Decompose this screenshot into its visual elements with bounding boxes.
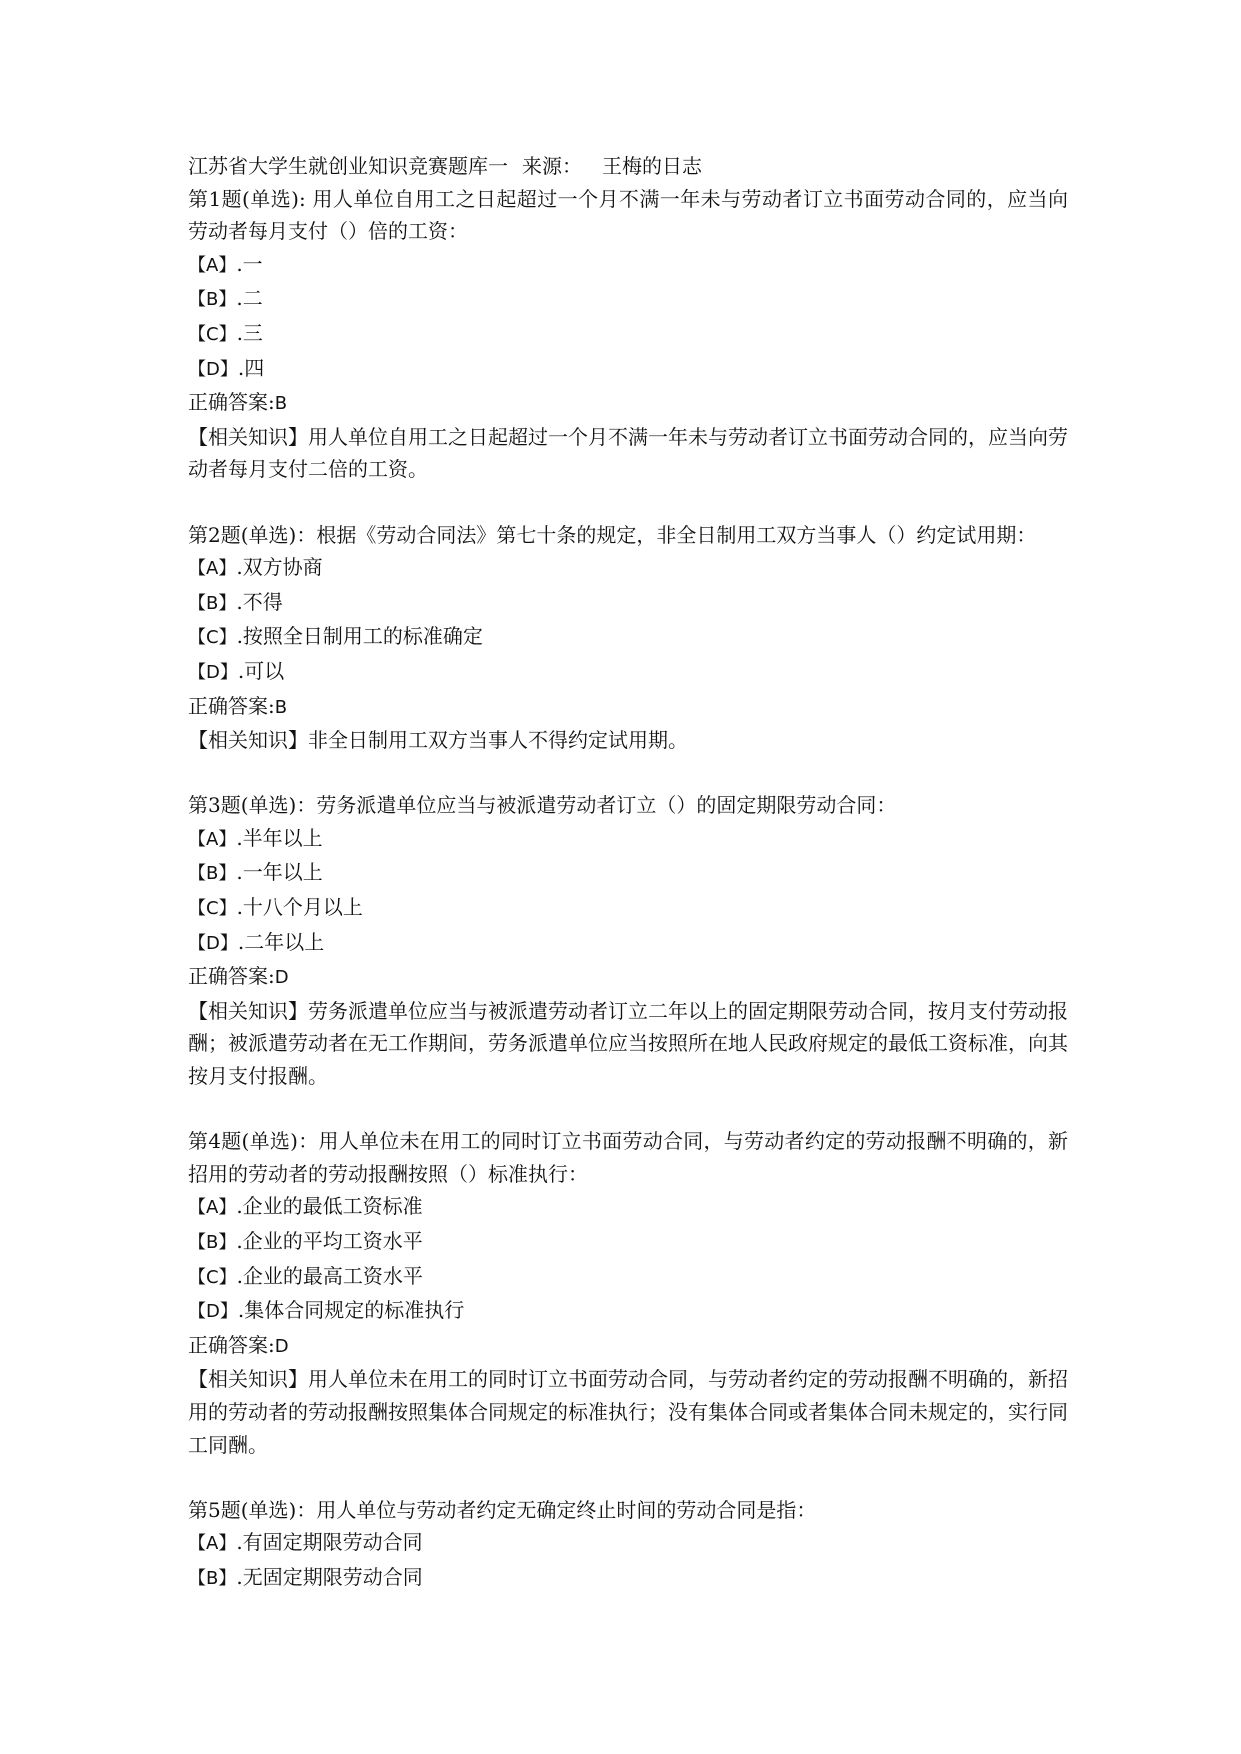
option-key: 【C】: [188, 1266, 237, 1288]
question-number-prefix: 第: [188, 186, 209, 211]
related-knowledge: [188, 421, 1068, 486]
related-knowledge: [188, 724, 1068, 757]
option-text: .企业的最低工资标准: [236, 1194, 423, 1219]
option-text: .一年以上: [236, 860, 323, 885]
option-text: .一: [236, 251, 263, 276]
correct-answer: [188, 1329, 1068, 1364]
question-text: ：用人单位与劳动者约定无确定终止时间的劳动合同是指：: [296, 1497, 817, 1522]
option-key: 【C】: [188, 898, 237, 920]
option-text: .四: [237, 355, 265, 380]
related-knowledge: [188, 995, 1068, 1093]
correct-answer: [188, 386, 1068, 421]
question-1: [188, 183, 1068, 486]
answer-label: 正确答案:: [188, 693, 275, 718]
option-key: 【A】: [188, 254, 237, 276]
knowledge-label: 【相关知识】: [188, 1367, 308, 1392]
answer-value: B: [274, 696, 288, 718]
option-d: [188, 1294, 1068, 1329]
source-value: 王梅的日志: [602, 154, 702, 178]
question-number-prefix: 第: [188, 1497, 208, 1522]
option-key: 【C】: [188, 627, 237, 649]
option-text: .集体合同规定的标准执行: [237, 1298, 465, 1323]
option-a: [188, 822, 1068, 857]
option-d: [188, 352, 1068, 387]
option-key: 【B】: [188, 863, 237, 885]
question-text: ：根据《劳动合同法》第七十条的规定，非全日制用工双方当事人（）约定试用期：: [296, 522, 1037, 547]
question-type: 题(单选): [220, 793, 297, 818]
option-a: [188, 551, 1068, 586]
option-c: [188, 891, 1068, 926]
question-type: 题(单选): [221, 1129, 298, 1154]
option-text: .十八个月以上: [236, 895, 363, 920]
related-knowledge: [188, 1363, 1068, 1461]
question-number-prefix: 第: [188, 522, 208, 547]
question-type: 题(单选): [221, 186, 299, 211]
option-text: .企业的平均工资水平: [236, 1229, 423, 1253]
option-a: [188, 1526, 1068, 1561]
option-b: [188, 1561, 1068, 1596]
answer-label: 正确答案:: [188, 964, 275, 989]
option-c: [188, 317, 1068, 352]
option-key: 【B】: [188, 289, 237, 311]
knowledge-text: 用人单位未在用工的同时订立书面劳动合同，与劳动者约定的劳动报酬不明确的，新招用的劳动者的劳动报酬按照集体合同规定的标准执行；没有集体合同或者集体合同未规定的，实行同工同酬。: [188, 1367, 1068, 1457]
option-a: [188, 248, 1068, 283]
answer-label: 正确答案:: [188, 1332, 275, 1357]
question-5: [188, 1494, 1068, 1596]
option-key: 【D】: [188, 661, 238, 683]
answer-value: D: [274, 967, 289, 989]
correct-answer: [188, 960, 1068, 995]
question-number: 4: [208, 1129, 221, 1154]
document-header: [188, 150, 1068, 183]
option-key: 【B】: [188, 1567, 237, 1589]
option-text: .二年以上: [237, 929, 325, 954]
document-body: [188, 150, 1068, 1596]
question-number: 2: [208, 522, 221, 547]
question-type: 题(单选): [220, 1497, 297, 1522]
option-key: 【A】: [188, 1197, 237, 1219]
answer-label: 正确答案:: [188, 390, 275, 415]
option-a: [188, 1190, 1068, 1225]
question-number-prefix: 第: [188, 793, 208, 818]
knowledge-text: 用人单位自用工之日起超过一个月不满一年未与劳动者订立书面劳动合同的，应当向劳动者每月支付二倍的工资。: [188, 424, 1068, 482]
document-title: 江苏省大学生就创业知识竞赛题库一: [188, 154, 508, 178]
option-c: [188, 1260, 1068, 1295]
knowledge-text: 劳务派遣单位应当与被派遣劳动者订立二年以上的固定期限劳动合同，按月支付劳动报酬；被派遣劳动者在无工作期间，劳务派遣单位应当按照所在地人民政府规定的最低工资标准，向其按月支付报酬。: [188, 998, 1068, 1089]
option-d: [188, 655, 1068, 690]
question-2: [188, 519, 1068, 757]
option-key: 【A】: [188, 1533, 237, 1555]
question-3: [188, 789, 1068, 1092]
option-text: .企业的最高工资水平: [236, 1263, 423, 1288]
option-text: .半年以上: [236, 825, 323, 850]
option-text: .按照全日制用工的标准确定: [236, 624, 483, 649]
option-text: .三: [236, 320, 263, 345]
option-b: [188, 856, 1068, 891]
question-stem: [188, 519, 1068, 552]
option-text: .二: [236, 286, 263, 311]
source-label: 来源：: [522, 154, 582, 178]
answer-value: D: [274, 1335, 289, 1357]
question-stem: [188, 1494, 1068, 1527]
knowledge-label: 【相关知识】: [188, 424, 308, 449]
question-stem: [188, 183, 1068, 248]
question-text: : 用人单位自用工之日起超过一个月不满一年未与劳动者订立书面劳动合同的，应当向劳动者每月支付（）倍的工资：: [188, 186, 1068, 244]
knowledge-label: 【相关知识】: [188, 728, 308, 753]
option-d: [188, 926, 1068, 961]
question-stem: [188, 1125, 1068, 1190]
option-text: .有固定期限劳动合同: [236, 1530, 423, 1555]
question-type: 题(单选): [220, 522, 297, 547]
question-number: 1: [208, 186, 222, 211]
option-text: .双方协商: [236, 555, 323, 580]
option-text: .可以: [237, 658, 285, 683]
option-key: 【A】: [188, 828, 237, 850]
question-stem: [188, 789, 1068, 822]
question-text: ：劳务派遣单位应当与被派遣劳动者订立（）的固定期限劳动合同：: [296, 793, 897, 818]
option-b: [188, 586, 1068, 621]
option-key: 【B】: [188, 1232, 237, 1253]
option-b: [188, 1225, 1068, 1260]
correct-answer: [188, 690, 1068, 725]
option-text: .不得: [236, 589, 283, 614]
option-key: 【B】: [188, 592, 237, 614]
option-key: 【D】: [188, 932, 238, 954]
option-key: 【C】: [188, 323, 237, 345]
option-b: [188, 282, 1068, 317]
option-key: 【D】: [188, 1301, 238, 1323]
answer-value: B: [274, 393, 288, 415]
option-key: 【D】: [188, 358, 238, 380]
question-number: 5: [208, 1497, 221, 1522]
question-number: 3: [208, 793, 221, 818]
question-text: ：用人单位未在用工的同时订立书面劳动合同，与劳动者约定的劳动报酬不明确的，新招用的劳动者的劳动报酬按照（）标准执行：: [188, 1129, 1069, 1186]
question-number-prefix: 第: [188, 1129, 209, 1154]
option-c: [188, 620, 1068, 655]
question-4: [188, 1125, 1068, 1461]
knowledge-label: 【相关知识】: [188, 998, 308, 1023]
option-key: 【A】: [188, 558, 237, 580]
knowledge-text: 非全日制用工双方当事人不得约定试用期。: [308, 728, 688, 753]
option-text: .无固定期限劳动合同: [236, 1564, 423, 1589]
